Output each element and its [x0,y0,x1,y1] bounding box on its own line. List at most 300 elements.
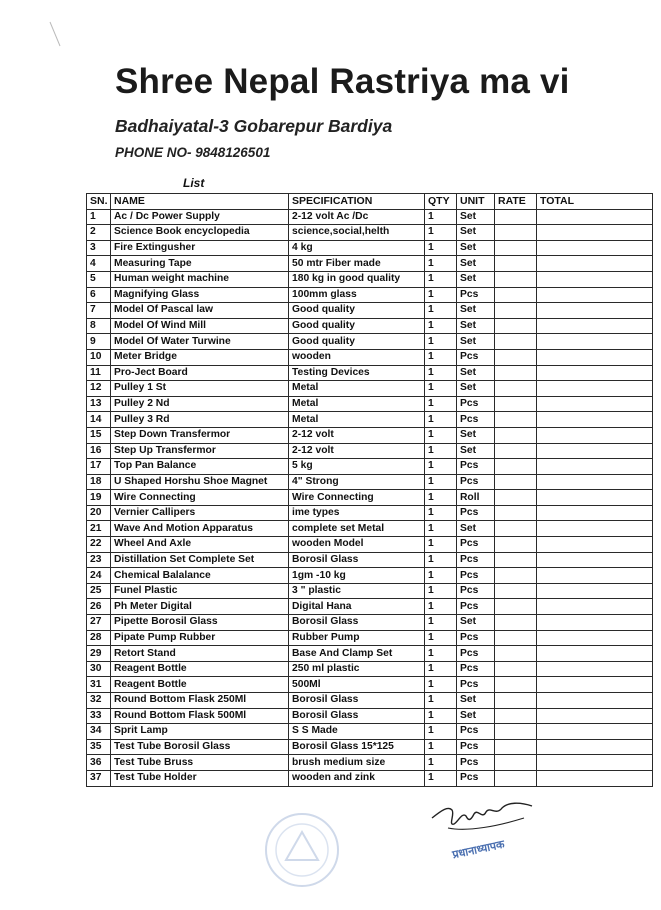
table-cell: 1 [425,490,457,506]
table-cell [537,287,653,303]
table-cell: Pcs [457,505,495,521]
table-cell: 36 [87,755,111,771]
table-cell: brush medium size [289,755,425,771]
table-cell [495,599,537,615]
table-cell: 1 [425,209,457,225]
table-cell: Pcs [457,599,495,615]
table-cell: Set [457,443,495,459]
table-cell: Pcs [457,396,495,412]
table-cell [495,396,537,412]
table-cell: science,social,helth [289,225,425,241]
table-cell: Pipette Borosil Glass [111,615,289,631]
table-cell: 1 [425,708,457,724]
table-row [87,755,653,771]
column-header: SN. [87,194,111,210]
table-cell: U Shaped Horshu Shoe Magnet [111,474,289,490]
table-cell: Rubber Pump [289,630,425,646]
table-cell [495,349,537,365]
table-cell: Pcs [457,661,495,677]
table-row [87,552,653,568]
items-table [86,193,653,787]
table-cell [537,583,653,599]
table-row [87,646,653,662]
table-cell: 18 [87,474,111,490]
table-row [87,521,653,537]
table-cell: 16 [87,443,111,459]
table-cell [495,739,537,755]
table-cell: Wheel And Axle [111,537,289,553]
table-cell [537,271,653,287]
table-cell: Pipate Pump Rubber [111,630,289,646]
table-cell: Pcs [457,724,495,740]
table-cell: Pcs [457,568,495,584]
table-cell: 23 [87,552,111,568]
table-cell: 1 [425,225,457,241]
table-cell: Sprit Lamp [111,724,289,740]
table-cell: Set [457,708,495,724]
table-cell: Set [457,427,495,443]
table-cell: 14 [87,412,111,428]
table-cell: 1 [425,770,457,786]
table-cell [537,708,653,724]
table-row [87,209,653,225]
table-cell: 1 [425,256,457,272]
table-cell [537,490,653,506]
table-cell [537,365,653,381]
table-cell: 1 [425,318,457,334]
table-cell: 26 [87,599,111,615]
table-cell: Pcs [457,770,495,786]
table-cell [495,427,537,443]
table-cell: Borosil Glass [289,552,425,568]
table-cell: Borosil Glass [289,615,425,631]
table-row [87,583,653,599]
table-row [87,739,653,755]
table-cell: 1 [425,521,457,537]
table-cell: 1 [425,427,457,443]
table-cell [537,521,653,537]
table-row [87,474,653,490]
table-cell [537,412,653,428]
table-cell [495,770,537,786]
table-cell: Retort Stand [111,646,289,662]
table-cell: Set [457,693,495,709]
table-row [87,599,653,615]
table-cell [495,583,537,599]
table-cell: complete set Metal [289,521,425,537]
table-cell: 1 [425,646,457,662]
school-seal [262,810,342,895]
table-cell: 32 [87,693,111,709]
table-cell [495,552,537,568]
table-cell: Test Tube Bruss [111,755,289,771]
table-cell: Wire Connecting [289,490,425,506]
table-cell: 21 [87,521,111,537]
table-cell [495,505,537,521]
table-row [87,303,653,319]
table-cell: 6 [87,287,111,303]
table-cell: 25 [87,583,111,599]
table-cell [537,396,653,412]
table-cell: 1 [425,693,457,709]
table-cell: 29 [87,646,111,662]
table-cell [495,318,537,334]
table-cell [495,271,537,287]
table-cell: 1 [425,615,457,631]
table-cell: 1gm -10 kg [289,568,425,584]
table-cell: 30 [87,661,111,677]
table-cell: Pcs [457,537,495,553]
table-cell: Set [457,256,495,272]
table-cell [495,287,537,303]
school-address: Badhaiyatal-3 Gobarepur Bardiya [115,116,393,136]
table-cell: Metal [289,396,425,412]
table-cell: Metal [289,412,425,428]
table-cell: 19 [87,490,111,506]
table-cell: Measuring Tape [111,256,289,272]
table-cell [495,240,537,256]
table-cell: Meter Bridge [111,349,289,365]
table-cell: 11 [87,365,111,381]
table-cell: 1 [425,349,457,365]
table-cell: 1 [425,677,457,693]
table-cell: Roll [457,490,495,506]
table-cell: Magnifying Glass [111,287,289,303]
table-cell: Metal [289,381,425,397]
table-row [87,459,653,475]
table-cell: 1 [425,599,457,615]
table-cell: Testing Devices [289,365,425,381]
table-cell [495,646,537,662]
table-cell: 1 [425,365,457,381]
table-cell [537,443,653,459]
table-cell: ime types [289,505,425,521]
table-cell: Human weight machine [111,271,289,287]
table-cell: 35 [87,739,111,755]
table-cell: 1 [425,661,457,677]
table-cell: 1 [425,724,457,740]
table-row [87,661,653,677]
table-cell: 100mm glass [289,287,425,303]
table-cell [537,459,653,475]
table-cell: 34 [87,724,111,740]
table-cell: 50 mtr Fiber made [289,256,425,272]
table-cell: 9 [87,334,111,350]
table-cell [495,225,537,241]
table-cell: Good quality [289,318,425,334]
table-cell: Test Tube Borosil Glass [111,739,289,755]
table-cell [537,505,653,521]
table-cell: 1 [425,381,457,397]
table-cell: 10 [87,349,111,365]
table-cell: Fire Extingusher [111,240,289,256]
table-cell: Pcs [457,287,495,303]
table-row [87,568,653,584]
table-cell [537,427,653,443]
table-cell: Pcs [457,646,495,662]
table-cell: 4" Strong [289,474,425,490]
table-cell: 250 ml plastic [289,661,425,677]
table-cell [537,318,653,334]
column-header: TOTAL [537,194,653,210]
table-cell: 1 [425,739,457,755]
table-row [87,443,653,459]
table-cell: Pulley 2 Nd [111,396,289,412]
table-cell [537,209,653,225]
table-cell: Round Bottom Flask 500Ml [111,708,289,724]
table-cell: 7 [87,303,111,319]
table-cell [495,537,537,553]
table-cell: 1 [425,396,457,412]
table-row [87,724,653,740]
table-cell: Round Bottom Flask 250Ml [111,693,289,709]
table-cell: 1 [425,552,457,568]
table-cell: Reagent Bottle [111,677,289,693]
table-cell: Model Of Pascal law [111,303,289,319]
table-cell [537,381,653,397]
table-cell: 13 [87,396,111,412]
phone-number: PHONE NO- 9848126501 [115,145,271,160]
table-cell [495,365,537,381]
table-cell [495,661,537,677]
table-cell [537,240,653,256]
table-cell: 1 [87,209,111,225]
table-cell: Pulley 1 St [111,381,289,397]
table-cell: Ac / Dc Power Supply [111,209,289,225]
table-cell [495,459,537,475]
table-cell: 1 [425,287,457,303]
table-cell [495,443,537,459]
table-cell: 28 [87,630,111,646]
table-cell: Chemical Balalance [111,568,289,584]
table-row [87,396,653,412]
table-cell: 12 [87,381,111,397]
table-cell [495,755,537,771]
table-cell: 27 [87,615,111,631]
table-cell: Test Tube Holder [111,770,289,786]
list-label: List [183,176,205,190]
table-row [87,334,653,350]
table-cell: Pcs [457,583,495,599]
table-cell: Set [457,318,495,334]
table-cell [537,225,653,241]
table-cell [537,646,653,662]
table-cell: 22 [87,537,111,553]
table-cell: Step Down Transfermor [111,427,289,443]
table-cell: 1 [425,755,457,771]
table-header-row [87,194,653,210]
table-row [87,630,653,646]
table-cell [537,568,653,584]
table-cell: Step Up Transfermor [111,443,289,459]
table-cell: Digital Hana [289,599,425,615]
table-cell [495,303,537,319]
table-cell: Set [457,240,495,256]
table-row [87,271,653,287]
table-row [87,693,653,709]
table-cell [537,677,653,693]
table-cell: Top Pan Balance [111,459,289,475]
table-cell: 20 [87,505,111,521]
table-cell: 1 [425,583,457,599]
table-cell: 24 [87,568,111,584]
table-cell: 8 [87,318,111,334]
table-row [87,240,653,256]
table-cell: Borosil Glass 15*125 [289,739,425,755]
corner-mark [48,20,68,55]
table-cell [495,381,537,397]
table-cell: Set [457,334,495,350]
table-cell [495,630,537,646]
table-cell [537,599,653,615]
column-header: QTY [425,194,457,210]
table-row [87,537,653,553]
signature [428,796,538,846]
table-cell [537,537,653,553]
table-cell [537,303,653,319]
table-row [87,256,653,272]
table-cell: Good quality [289,334,425,350]
column-header: RATE [495,194,537,210]
table-cell: 1 [425,412,457,428]
table-cell [537,755,653,771]
table-cell: Model Of Water Turwine [111,334,289,350]
table-cell: Set [457,615,495,631]
table-cell: wooden and zink [289,770,425,786]
table-cell: Pcs [457,349,495,365]
table-cell: 3 " plastic [289,583,425,599]
table-cell: 4 [87,256,111,272]
table-cell: 33 [87,708,111,724]
table-cell [537,334,653,350]
table-cell: Wire Connecting [111,490,289,506]
table-row [87,225,653,241]
table-cell [537,661,653,677]
table-cell: Distillation Set Complete Set [111,552,289,568]
table-cell: 1 [425,474,457,490]
table-cell [537,739,653,755]
table-cell [495,412,537,428]
table-cell: 5 kg [289,459,425,475]
table-cell: 15 [87,427,111,443]
table-cell: Set [457,225,495,241]
table-cell: Vernier Callipers [111,505,289,521]
table-cell: Funel Plastic [111,583,289,599]
table-cell: 1 [425,537,457,553]
table-row [87,412,653,428]
table-cell: 180 kg in good quality [289,271,425,287]
table-cell: Reagent Bottle [111,661,289,677]
table-cell [537,474,653,490]
table-cell: Pcs [457,459,495,475]
table-cell: Pcs [457,739,495,755]
table-cell: Borosil Glass [289,693,425,709]
table-row [87,381,653,397]
table-row [87,490,653,506]
table-cell: Pcs [457,412,495,428]
table-cell [537,693,653,709]
table-cell: 1 [425,630,457,646]
table-cell [537,630,653,646]
table-cell [537,615,653,631]
table-cell: Pcs [457,755,495,771]
table-cell: Pcs [457,677,495,693]
table-cell [537,349,653,365]
table-cell [495,708,537,724]
table-cell [495,568,537,584]
table-cell: 1 [425,568,457,584]
table-cell: wooden [289,349,425,365]
column-header: UNIT [457,194,495,210]
table-cell: Science Book encyclopedia [111,225,289,241]
table-row [87,770,653,786]
table-cell: S S Made [289,724,425,740]
table-cell: Good quality [289,303,425,319]
table-row [87,677,653,693]
table-cell [495,334,537,350]
table-cell: Wave And Motion Apparatus [111,521,289,537]
table-cell: Set [457,365,495,381]
table-cell: Base And Clamp Set [289,646,425,662]
table-cell: Pro-Ject Board [111,365,289,381]
table-cell: 1 [425,459,457,475]
table-cell: Set [457,271,495,287]
table-cell: 2-12 volt Ac /Dc [289,209,425,225]
table-cell: Set [457,303,495,319]
table-cell: 2 [87,225,111,241]
table-cell [537,724,653,740]
table-cell [495,724,537,740]
column-header: NAME [111,194,289,210]
table-cell: 1 [425,271,457,287]
table-cell: 2-12 volt [289,443,425,459]
column-header: SPECIFICATION [289,194,425,210]
table-row [87,349,653,365]
table-cell [495,209,537,225]
table-cell: 1 [425,334,457,350]
table-cell [495,615,537,631]
table-cell: 37 [87,770,111,786]
table-row [87,287,653,303]
table-cell [495,256,537,272]
school-name: Shree Nepal Rastriya ma vi [115,62,570,101]
table-row [87,365,653,381]
table-cell: 17 [87,459,111,475]
table-cell [495,521,537,537]
table-cell [537,770,653,786]
table-cell: Set [457,381,495,397]
table-row [87,318,653,334]
table-cell: 1 [425,303,457,319]
table-cell [537,552,653,568]
table-cell: Pcs [457,630,495,646]
table-row [87,427,653,443]
table-cell: 31 [87,677,111,693]
table-cell: 1 [425,505,457,521]
principal-stamp: प्रधानाध्यापक [451,838,506,862]
table-cell: 3 [87,240,111,256]
table-cell [495,474,537,490]
table-cell: Pcs [457,474,495,490]
table-cell: Ph Meter Digital [111,599,289,615]
table-cell [495,693,537,709]
table-row [87,708,653,724]
table-cell: Set [457,209,495,225]
table-cell: 2-12 volt [289,427,425,443]
table-cell [495,677,537,693]
table-row [87,505,653,521]
table-cell: 4 kg [289,240,425,256]
